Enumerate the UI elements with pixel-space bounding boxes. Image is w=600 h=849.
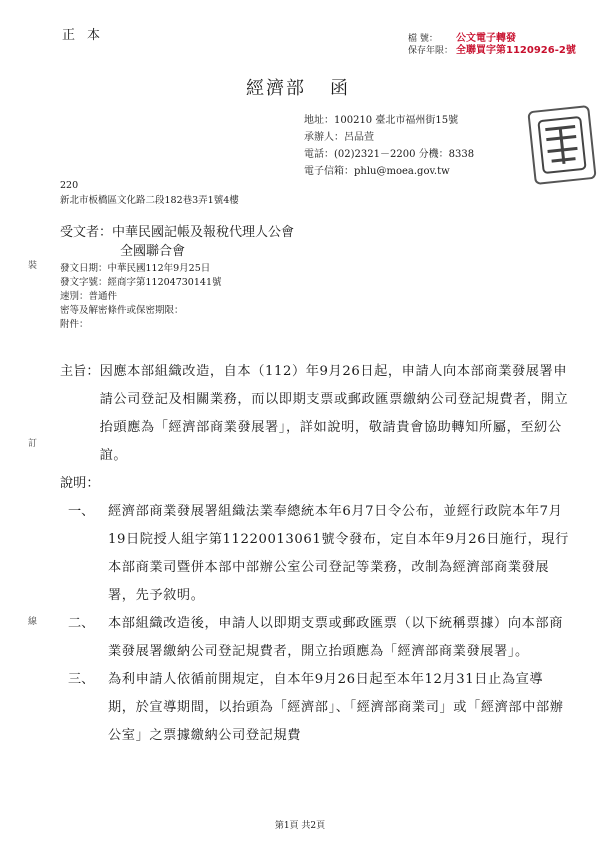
item-text: 本部組織改造後，申請人以即期支票或郵政匯票（以下統稱票據）向本部商業發展署繳納公司登記規費者，開立抬頭應為「經濟部商業發展署」。 bbox=[108, 616, 563, 659]
item-number: 三、 bbox=[68, 672, 95, 687]
binding-mark-top: 裝 bbox=[28, 261, 38, 271]
receiver-address bbox=[60, 178, 239, 208]
item-number: 二、 bbox=[68, 616, 95, 631]
subject-label: 主旨： bbox=[60, 364, 100, 379]
document-title bbox=[246, 74, 350, 100]
subject-text: 因應本部組織改造，自本（112）年9月26日起，申請人向本部商業發展署申請公司登記及相關業務，而以即期支票或郵政匯票繳納公司登記規費者，開立抬頭應為「經濟部商業發展署」，詳如說明，敬請貴會協助轉知所屬，至紉公誼。 bbox=[99, 364, 569, 463]
subject-paragraph bbox=[60, 358, 570, 470]
contact-person: 承辦人：呂品萱 bbox=[304, 132, 374, 143]
explanation-item bbox=[60, 610, 570, 666]
recipient-name: 中華民國記帳及報稅代理人公會 bbox=[112, 225, 295, 240]
recipient-name-line2: 全國聯合會 bbox=[120, 244, 186, 259]
contact-email: 電子信箱：phlu@moea.gov.tw bbox=[304, 166, 450, 177]
recipient-block bbox=[60, 223, 294, 261]
binding-mark-bottom: 線 bbox=[28, 617, 38, 627]
document-meta bbox=[60, 262, 222, 332]
item-text: 為利申請人依循前開規定，自本年9月26日起至本年12月31日止為宣導期，於宣導期間，以抬頭為「經濟部」、「經濟部商業司」或「經濟部中部辦公室」之票據繳納公司登記規費 bbox=[108, 672, 564, 743]
document-number: 發文字號：經商字第11204730141號 bbox=[60, 277, 222, 288]
delivery-speed: 速別：普通件 bbox=[60, 291, 118, 302]
retention-value: 全聯買字第1120926-2號 bbox=[456, 45, 576, 56]
archive-info bbox=[408, 33, 576, 57]
binding-mark-middle: 訂 bbox=[28, 439, 38, 449]
document-type: 函 bbox=[330, 78, 350, 99]
explanation-item bbox=[60, 666, 570, 750]
item-text: 經濟部商業發展署組織法業奉總統本年6月7日令公布，並經行政院本年7月19日院授人組字第11220013061號令發布，定自本年9月26日施行，現行本部商業司暨併本部中部辦公室公司登記等業務，改制為經濟部商業發展署，先予敘明。 bbox=[108, 504, 569, 603]
postal-code: 220 bbox=[60, 180, 79, 191]
agency-name: 經濟部 bbox=[246, 78, 306, 99]
file-no-label: 檔 號： bbox=[408, 34, 438, 44]
document-body bbox=[60, 358, 570, 750]
file-no-value: 公文電子轉發 bbox=[456, 33, 516, 44]
item-number: 一、 bbox=[68, 504, 95, 519]
issue-date: 發文日期：中華民國112年9月25日 bbox=[60, 263, 211, 274]
explanation-label: 說明： bbox=[60, 476, 100, 491]
sender-address: 地址：100210 臺北市福州街15號 bbox=[304, 115, 459, 126]
page-number: 第1頁 共2頁 bbox=[274, 821, 326, 831]
contact-phone: 電話：(02)2321－2200 分機：8338 bbox=[304, 149, 475, 160]
copy-label: 正本 bbox=[62, 28, 113, 43]
explanation-item bbox=[60, 498, 570, 610]
confidentiality: 密等及解密條件或保密期限： bbox=[60, 305, 184, 316]
attachments: 附件： bbox=[60, 319, 89, 330]
sender-info bbox=[304, 112, 474, 180]
recipient-label: 受文者： bbox=[60, 225, 113, 240]
receipt-stamp bbox=[527, 105, 596, 185]
stamp-seal-icon bbox=[535, 114, 589, 177]
street-address: 新北市板橋區文化路二段182巷3弄1號4樓 bbox=[60, 195, 239, 206]
retention-label: 保存年限： bbox=[408, 46, 454, 56]
